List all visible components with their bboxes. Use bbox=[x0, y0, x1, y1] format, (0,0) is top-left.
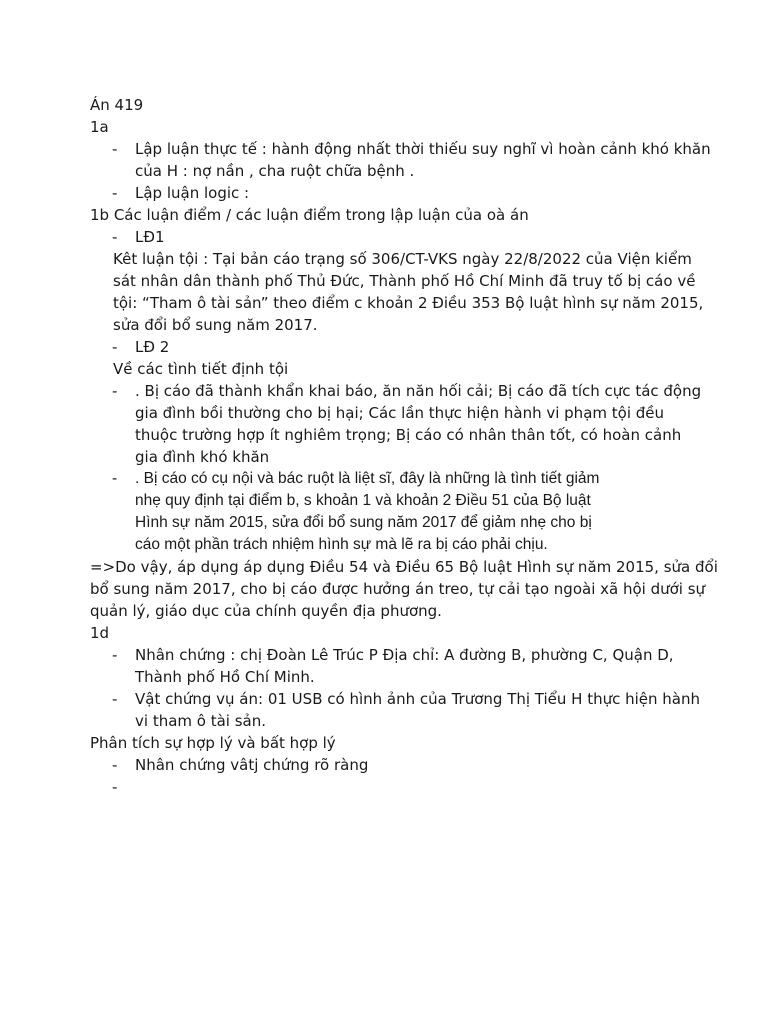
document-body bbox=[90, 94, 718, 798]
analysis-heading: Phân tích sự hợp lý và bất hợp lý bbox=[90, 734, 336, 752]
bullet-dash: - bbox=[112, 228, 118, 246]
list-item-text: của H : nợ nần , cha ruột chữa bệnh . bbox=[135, 162, 415, 180]
bullet-dash: - bbox=[112, 646, 118, 664]
paragraph-line: bổ sung năm 2017, cho bị cáo được hưởng án treo, tự cải tạo ngoài xã hội dưới sự bbox=[90, 580, 706, 598]
list-item-text: gia đình bồi thường cho bị hại; Các lần thực hiện hành vi phạm tội đều bbox=[135, 404, 665, 422]
conclusion-paragraph bbox=[90, 248, 704, 336]
list-item-text: cáo một phần trách nhiệm hình sự mà lẽ ra bị cáo phải chịu. bbox=[135, 536, 548, 553]
bullet-dash: - bbox=[112, 184, 118, 202]
list-item-text: Hình sự năm 2015, sửa đổi bổ sung năm 2017 để giảm nhẹ cho bị bbox=[135, 514, 592, 531]
paragraph-line: sửa đổi bổ sung năm 2017. bbox=[113, 316, 318, 334]
list-item bbox=[90, 644, 690, 688]
bullet-dash: - bbox=[112, 382, 118, 400]
list-item bbox=[90, 776, 690, 798]
paragraph-line: sát nhân dân thành phố Thủ Đức, Thành phố Hồ Chí Minh đã truy tố bị cáo về bbox=[113, 272, 696, 290]
bullet-dash: - bbox=[112, 690, 118, 708]
list-item-text: vi tham ô tài sản. bbox=[135, 712, 267, 730]
list-item-text: Lập luận logic : bbox=[135, 184, 250, 202]
list-item-text: . Bị cáo đã thành khẩn khai báo, ăn năn hối cải; Bị cáo đã tích cực tác động bbox=[135, 382, 702, 400]
paragraph-line: Kêt luận tội : Tại bản cáo trạng số 306/CT-VKS ngày 22/8/2022 của Viện kiểm bbox=[113, 250, 692, 268]
list-item bbox=[90, 226, 690, 248]
bullet-dash: - bbox=[112, 338, 118, 356]
ld2-label: LĐ 2 bbox=[135, 338, 170, 356]
list-item-text: Nhân chứng vâtj chứng rõ ràng bbox=[135, 756, 369, 774]
circumstances-heading: Về các tình tiết định tội bbox=[113, 360, 289, 378]
section-1d-heading: 1d bbox=[90, 624, 110, 642]
verdict-paragraph bbox=[90, 556, 718, 622]
list-item-text: . Bị cáo có cụ nội và bác ruột là liệt sĩ, đây là những là tình tiết giảm bbox=[135, 470, 600, 487]
list-item bbox=[90, 688, 701, 732]
list-item-text: Nhân chứng : chị Đoàn Lê Trúc P Địa chỉ: A đường B, phường C, Quận D, bbox=[135, 646, 674, 664]
list-item-text: Lập luận thực tế : hành động nhất thời thiếu suy nghĩ vì hoàn cảnh khó khăn bbox=[135, 140, 711, 158]
list-item bbox=[90, 468, 690, 556]
bullet-dash: - bbox=[112, 778, 118, 796]
list-item bbox=[90, 138, 711, 182]
ld1-label: LĐ1 bbox=[135, 228, 165, 246]
section-1b-heading: 1b Các luận điểm / các luận điểm trong lập luận của oà án bbox=[90, 206, 529, 224]
bullet-dash: - bbox=[112, 140, 118, 158]
list-item-text bbox=[135, 776, 690, 798]
bullet-dash: - bbox=[112, 756, 118, 774]
section-1a-heading: 1a bbox=[90, 118, 109, 136]
paragraph-line: =>Do vậy, áp dụng áp dụng Điều 54 và Điều 65 Bộ luật Hình sự năm 2015, sửa đổi bbox=[90, 558, 718, 576]
list-item bbox=[90, 182, 690, 204]
list-item bbox=[90, 754, 690, 776]
paragraph-line: tội: “Tham ô tài sản” theo điểm c khoản 2 Điều 353 Bộ luật hình sự năm 2015, bbox=[113, 294, 704, 312]
paragraph-line: quản lý, giáo dục của chính quyền địa phương. bbox=[90, 602, 442, 620]
bullet-dash: - bbox=[112, 470, 118, 487]
list-item bbox=[90, 336, 690, 358]
list-item-text: thuộc trường hợp ít nghiêm trọng; Bị cáo có nhân thân tốt, có hoàn cảnh bbox=[135, 426, 682, 444]
list-item-text: Thành phố Hồ Chí Minh. bbox=[135, 668, 315, 686]
list-item-text: Vật chứng vụ án: 01 USB có hình ảnh của Trương Thị Tiểu H thực hiện hành bbox=[135, 690, 701, 708]
document-title: Án 419 bbox=[90, 96, 144, 114]
list-item-text: gia đình khó khăn bbox=[135, 448, 270, 466]
list-item-text: nhẹ quy định tại điểm b, s khoản 1 và khoản 2 Điều 51 của Bộ luật bbox=[135, 492, 591, 509]
list-item bbox=[90, 380, 702, 468]
